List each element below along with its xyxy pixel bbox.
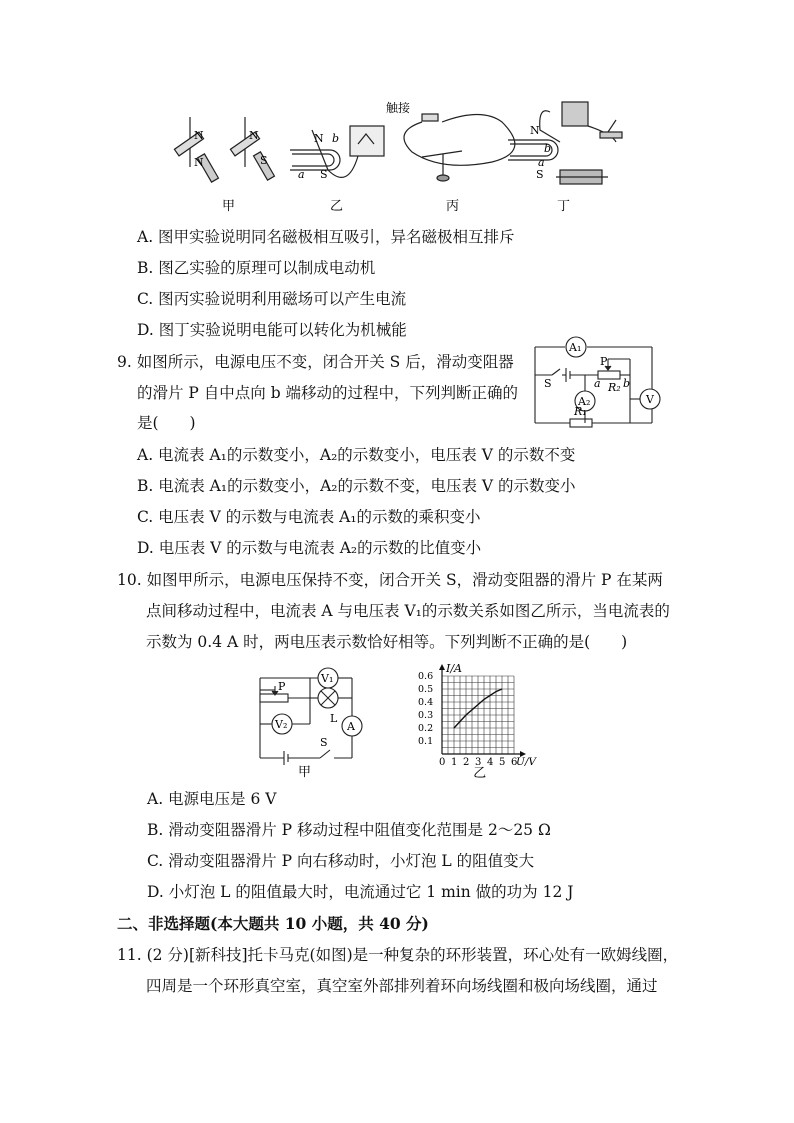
q10-switch-s: S <box>320 736 328 749</box>
x-tick-label: 1 <box>451 757 458 768</box>
x-axis-label: U/V <box>516 756 536 768</box>
fig8-b2: b <box>544 142 552 155</box>
q10-option-c: C. 滑动变阻器滑片 P 向右移动时，小灯泡 L 的阻值变大 <box>147 852 535 870</box>
fig8-s3: S <box>536 168 544 181</box>
q8-option-d: D. 图丁实验说明电能可以转化为机械能 <box>137 321 407 339</box>
y-tick-label: 0.3 <box>418 710 434 721</box>
q9-option-b: B. 电流表 A₁的示数变小，A₂的示数不变，电压表 V 的示数变小 <box>137 477 576 495</box>
fig8-b1: b <box>332 132 340 145</box>
q9-option-a: A. 电流表 A₁的示数变小，A₂的示数变小，电压表 V 的示数不变 <box>137 446 576 464</box>
fig8-a1: a <box>298 168 305 181</box>
y-axis-label: I/A <box>446 662 462 675</box>
q9-ammeter-a1: A₁ <box>569 341 582 354</box>
q9-stem-line-1: 9. 如图所示，电源电压不变，闭合开关 S 后，滑动变阻器 <box>117 353 514 371</box>
q10-graph-caption: 乙 <box>473 766 487 781</box>
q9-stem-line-2: 的滑片 P 自中点向 b 端移动的过程中，下列判断正确的 <box>137 384 519 402</box>
q9-ammeter-a2: A₂ <box>578 395 591 408</box>
fig8-s2: S <box>320 168 328 181</box>
q10-stem-line-1: 10. 如图甲所示，电源电压保持不变，闭合开关 S，滑动变阻器的滑片 P 在某两 <box>117 571 663 589</box>
fig8-n3: N <box>249 129 259 142</box>
x-tick-label: 5 <box>499 757 506 768</box>
q11-line-2: 四周是一个环形真空室，真空室外部排列着环向场线圈和极向场线圈，通过 <box>146 977 658 995</box>
q10-option-a: A. 电源电压是 6 V <box>147 790 277 808</box>
fig8-label-jia: 甲 <box>222 199 236 214</box>
fig8-n2: N <box>194 156 204 169</box>
x-tick-label: 6 <box>511 757 518 768</box>
y-tick-label: 0.4 <box>418 697 434 708</box>
q10-lamp-l: L <box>330 712 338 725</box>
q10-stem-line-3: 示数为 0.4 A 时，两电压表示数恰好相等。下列判断不正确的是( ) <box>146 633 628 651</box>
q9-stem-line-3: 是( ) <box>137 414 196 432</box>
x-tick-label: 3 <box>475 757 482 768</box>
q10-circuit <box>240 660 380 780</box>
fig8-a2: a <box>538 156 545 169</box>
x-tick-label: 0 <box>439 757 446 768</box>
fig8-touch-label: 触接 <box>386 101 411 115</box>
q10-voltmeter-v2: V₂ <box>275 718 288 731</box>
section-2-title: 二、非选择题(本大题共 10 小题，共 40 分) <box>117 914 429 933</box>
q9-switch-s: S <box>544 377 552 390</box>
q10-graph <box>418 662 536 781</box>
y-axis-arrow <box>439 664 445 670</box>
q9-end-a: a <box>594 377 601 390</box>
x-tick-label: 2 <box>463 757 470 768</box>
q9-slider-p: P <box>600 355 608 368</box>
q10-stem-line-2: 点间移动过程中，电流表 A 与电压表 V₁的示数关系如图乙所示，当电流表的 <box>146 602 670 620</box>
q10-slider-p: P <box>278 680 286 693</box>
fig8-s1: S <box>260 154 268 167</box>
q8-figure <box>160 92 630 217</box>
q9-voltmeter-v: V <box>646 393 654 406</box>
y-tick-label: 0.1 <box>418 736 434 747</box>
q9-circuit <box>530 335 670 430</box>
q9-option-c: C. 电压表 V 的示数与电流表 A₁的示数的乘积变小 <box>137 508 481 526</box>
q9-option-d: D. 电压表 V 的示数与电流表 A₂的示数的比值变小 <box>137 539 482 557</box>
q9-resistor-r2: R₂ <box>608 381 621 394</box>
q10-circuit-caption: 甲 <box>298 765 312 780</box>
q10-option-b: B. 滑动变阻器滑片 P 移动过程中阻值变化范围是 2～25 Ω <box>147 821 551 839</box>
y-tick-label: 0.6 <box>418 671 434 682</box>
q10-ammeter-a: A <box>347 720 355 733</box>
q10-voltmeter-v1: V₁ <box>321 672 334 685</box>
q11-line-1: 11. (2 分)[新科技]托卡马克(如图)是一种复杂的环形装置，环心处有一欧姆线圈， <box>117 946 679 964</box>
fig8-label-yi: 乙 <box>330 199 344 214</box>
q10-option-d: D. 小灯泡 L 的阻值最大时，电流通过它 1 min 做的功为 12 J <box>147 883 574 901</box>
fig8-label-bing: 丙 <box>446 199 460 214</box>
y-tick-label: 0.5 <box>418 684 434 695</box>
q8-option-a: A. 图甲实验说明同名磁极相互吸引，异名磁极相互排斥 <box>137 228 515 246</box>
fig8-label-ding: 丁 <box>557 199 571 214</box>
y-tick-label: 0.2 <box>418 723 434 734</box>
q9-resistor-r1: R₁ <box>574 405 587 418</box>
fig8-n4: N <box>314 132 324 145</box>
fig8-n1: N <box>194 129 204 142</box>
q8-option-c: C. 图丙实验说明利用磁场可以产生电流 <box>137 290 407 308</box>
q8-option-b: B. 图乙实验的原理可以制成电动机 <box>137 259 376 277</box>
q9-end-b: b <box>623 377 631 390</box>
x-tick-label: 4 <box>487 757 494 768</box>
fig8-n5: N <box>530 124 540 137</box>
